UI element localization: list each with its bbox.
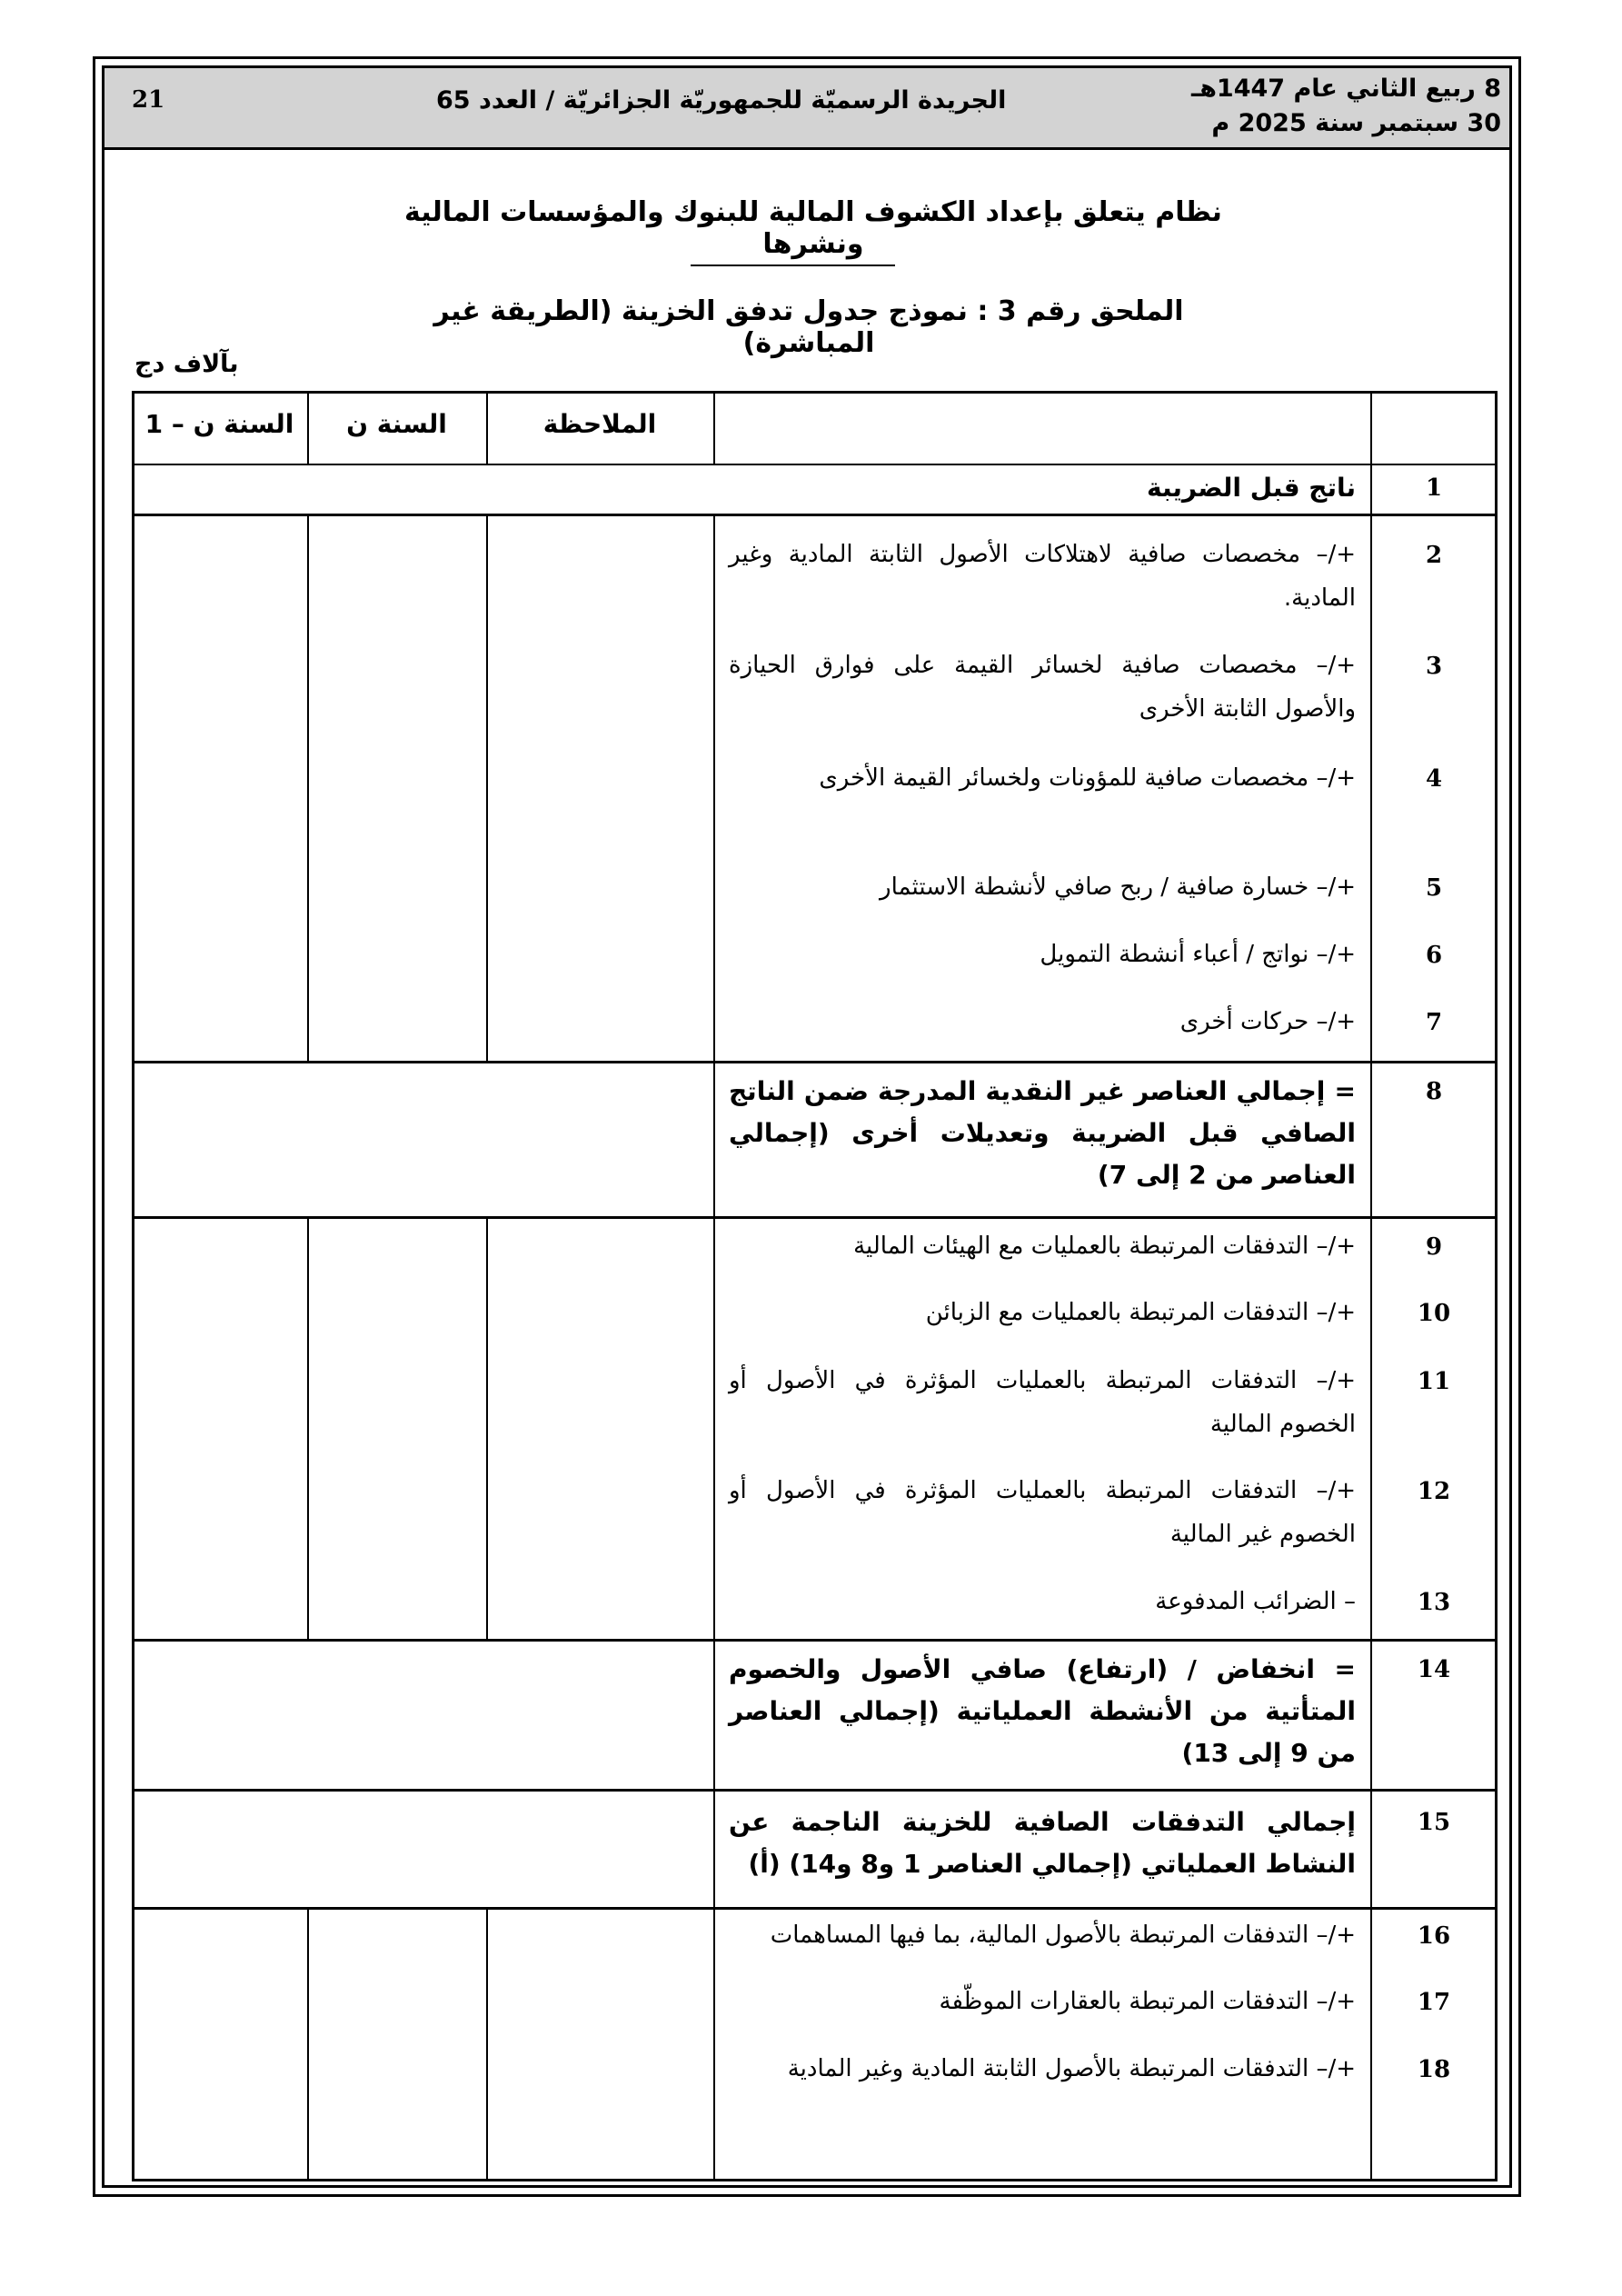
row-description: +/– التدفقات المرتبطة بالعمليات مع الهيئات المالية (853, 1233, 1356, 1260)
row-number: 11 (1417, 1368, 1451, 1395)
gazette-title: الجريدة الرسميّة للجمهوريّة الجزائريّة / العدد 65 (436, 86, 1007, 115)
row-description: +/– مخصصات صافية لخسائر القيمة على فوارق الحيازة والأصول الثابتة الأخرى (729, 652, 1356, 723)
document-title: نظام يتعلق بإعداد الكشوف المالية للبنوك والمؤسسات المالية ونشرها (404, 196, 1222, 260)
row-description: +/– التدفقات المرتبطة بالأصول الثابتة المادية وغير المادية (787, 2055, 1356, 2082)
row-number: 12 (1417, 1478, 1451, 1505)
row-number: 5 (1425, 874, 1443, 902)
row-number: 14 (1417, 1656, 1451, 1683)
row-description-bold: = إجمالي العناصر غير النقدية المدرجة ضمن الناتج الصافي قبل الضريبة وتعديلات أخرى (إجمالي العناصر من 2 إلى 7) (729, 1076, 1356, 1190)
header-row-bottom (132, 464, 1498, 465)
row-number: 10 (1417, 1300, 1451, 1327)
row-number: 7 (1425, 1009, 1443, 1036)
row-number: 15 (1417, 1809, 1451, 1836)
col-header-note: الملاحظة (542, 409, 657, 439)
title-separator (691, 265, 895, 266)
col-line-note-g1 (486, 514, 488, 1061)
row13-bottom (132, 1639, 1498, 1642)
col-line-year-g1 (307, 514, 309, 1061)
row1-bottom (132, 514, 1498, 516)
row-number: 1 (1425, 474, 1443, 502)
row-number: 8 (1425, 1078, 1443, 1105)
row-description: +/– خسارة صافية / ربح صافي لأنشطة الاستثمار (880, 873, 1356, 901)
unit-label: بآلاف دج (134, 350, 239, 378)
row-description-bold: ناتج قبل الضريبة (1146, 473, 1356, 503)
row-description: +/– التدفقات المرتبطة بالعمليات المؤثرة في الأصول أو الخصوم غير المالية (729, 1477, 1356, 1548)
row15-bottom (132, 1907, 1498, 1910)
row-description: – الضرائب المدفوعة (1155, 1588, 1356, 1615)
row14-bottom (132, 1789, 1498, 1792)
row-description: +/– مخصصات صافية لاهتلاكات الأصول الثابتة المادية وغير المادية. (729, 541, 1356, 612)
col-header-year: السنة ن (346, 409, 447, 439)
col-line-desc-header (713, 391, 715, 464)
row-number: 9 (1425, 1233, 1443, 1261)
row-description: +/– التدفقات المرتبطة بالعمليات مع الزبائن (925, 1299, 1356, 1326)
date-gregorian: 30 سبتمبر سنة 2025 م (1211, 109, 1501, 137)
row-number: 16 (1417, 1922, 1451, 1950)
row8-bottom (132, 1216, 1498, 1219)
row-number: 3 (1425, 653, 1443, 680)
row-description: +/– التدفقات المرتبطة بالعمليات المؤثرة في الأصول أو الخصوم المالية (729, 1367, 1356, 1438)
row-number: 2 (1425, 542, 1443, 569)
annex-title: الملحق رقم 3 : نموذج جدول تدفق الخزينة (الطريقة غير المباشرة) (433, 295, 1184, 359)
col-line-note-g2 (486, 1216, 488, 1639)
page-number: 21 (132, 86, 165, 114)
row-number: 17 (1417, 1989, 1451, 2016)
row-description: +/– مخصصات صافية للمؤونات ولخسائر القيمة الأخرى (819, 764, 1356, 792)
row-number: 13 (1417, 1589, 1451, 1616)
row-description-bold: إجمالي التدفقات الصافية للخزينة الناجمة عن النشاط العملياتي (إجمالي العناصر 1 و8 و14) (أ) (729, 1807, 1356, 1879)
row-number: 4 (1425, 765, 1443, 793)
row7-bottom (132, 1061, 1498, 1063)
col-line-year-g3 (307, 1907, 309, 2181)
col-line-year-g2 (307, 1216, 309, 1639)
col-line-desc (713, 514, 715, 2181)
row-number: 18 (1417, 2056, 1451, 2083)
row-description: +/– التدفقات المرتبطة بالعقارات الموظّفة (939, 1988, 1356, 2015)
row-description-bold: = انخفاض / (ارتفاع) صافي الأصول والخصوم المتأتية من الأنشطة العملياتية (إجمالي العناصر من 9 إلى 13) (729, 1654, 1356, 1768)
row-description: +/– نواتج / أعباء أنشطة التمويل (1040, 941, 1356, 968)
col-line-note-g3 (486, 1907, 488, 2181)
col-header-prev-year: السنة ن – 1 (144, 409, 294, 439)
row-description: +/– حركات أخرى (1179, 1008, 1356, 1035)
row-number: 6 (1425, 942, 1443, 969)
row-description: +/– التدفقات المرتبطة بالأصول المالية، بما فيها المساهمات (770, 1922, 1356, 1949)
date-hijri: 8 ربيع الثاني عام 1447هـ (1190, 75, 1501, 103)
